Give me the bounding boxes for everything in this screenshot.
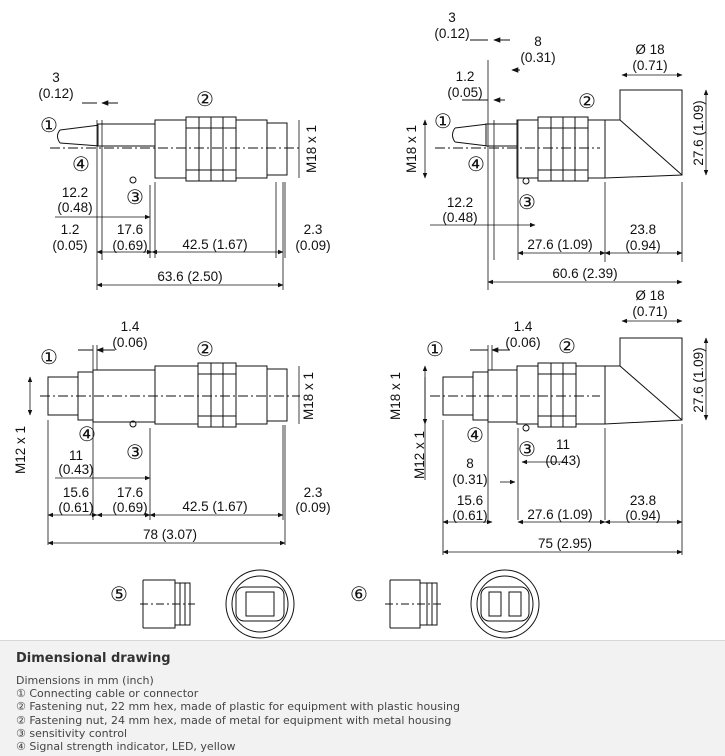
tl-dim-1-2: 1.2 — [60, 222, 80, 237]
tr-dim-8: 8 — [534, 34, 542, 49]
detail-6 — [385, 570, 539, 638]
callout-5: ⑤ — [110, 584, 128, 606]
bl-dim-15-6-in: (0.61) — [58, 500, 94, 515]
callout-2-br: ② — [558, 336, 576, 358]
caption-line: ④ Signal strength indicator, LED, yellow — [16, 740, 236, 754]
tr-dim-3: 3 — [448, 10, 456, 25]
br-dim-11-in: (0.43) — [545, 453, 581, 468]
bl-dim-15-6: 15.6 — [62, 485, 90, 500]
br-dim-1-4: 1.4 — [513, 319, 533, 334]
tr-dim-1-2: 1.2 — [455, 69, 475, 84]
br-dim-8: 8 — [466, 456, 474, 471]
br-dim-23-8: 23.8 — [629, 493, 657, 508]
tl-dim-2-3-in: (0.09) — [295, 238, 331, 253]
tl-dim-1-2-in: (0.05) — [52, 238, 88, 253]
callout-2-tr: ② — [578, 91, 596, 113]
tr-dim-8-in: (0.31) — [520, 50, 556, 65]
sensor-body-bottom-right — [430, 338, 682, 431]
bl-dim-78: 78 (3.07) — [142, 527, 198, 542]
callout-6: ⑥ — [350, 584, 368, 606]
br-dim-d18-in: (0.71) — [632, 304, 668, 319]
tr-dim-12-2: 12.2 — [446, 195, 474, 210]
callout-4-bl: ④ — [78, 424, 96, 446]
br-dim-8-in: (0.31) — [452, 472, 488, 487]
bl-dim-42-5: 42.5 (1.67) — [182, 499, 248, 514]
br-dim-27-6: 27.6 (1.09) — [527, 507, 593, 522]
callout-1-tr: ① — [434, 111, 452, 133]
caption-title: Dimensional drawing — [16, 651, 171, 666]
br-dim-75: 75 (2.95) — [537, 536, 593, 551]
callout-1-tl: ① — [40, 115, 58, 137]
caption-line: ① Connecting cable or connector — [16, 687, 199, 701]
tr-dim-23-8-in: (0.94) — [625, 238, 661, 253]
caption-line: ② Fastening nut, 24 mm hex, made of metal for equipment with metal housing — [16, 713, 452, 727]
view-bottom-left — [30, 345, 300, 545]
bl-dim-1-4: 1.4 — [120, 319, 140, 334]
bl-dim-2-3-in: (0.09) — [295, 500, 331, 515]
callout-2-bl: ② — [196, 339, 214, 361]
tl-dim-42-5: 42.5 (1.67) — [182, 237, 248, 252]
bl-dim-17-6: 17.6 — [116, 485, 144, 500]
callout-1-br: ① — [426, 339, 444, 361]
tr-thread: M18 x 1 — [404, 124, 419, 174]
callout-4-tr: ④ — [467, 154, 485, 176]
tr-dim-d18-in: (0.71) — [632, 58, 668, 73]
callout-3-tl: ③ — [126, 187, 144, 209]
callout-3-bl: ③ — [126, 442, 144, 464]
tl-dim-12-2: 12.2 — [61, 185, 89, 200]
caption-lines — [16, 674, 460, 753]
tl-dim-17-6-in: (0.69) — [112, 238, 148, 253]
tr-dim-1-2-in: (0.05) — [447, 85, 483, 100]
callout-3-tr: ③ — [518, 192, 536, 214]
callout-2-tl: ② — [196, 89, 214, 111]
tl-dim-12-2-in: (0.48) — [57, 200, 93, 215]
caption-panel — [0, 640, 725, 756]
br-dim-15-6-in: (0.61) — [452, 508, 488, 523]
tr-dim-3-in: (0.12) — [434, 26, 470, 41]
tr-dim-27-6: 27.6 (1.09) — [527, 237, 593, 252]
br-dim-15-6: 15.6 — [456, 493, 484, 508]
callout-4-tl: ④ — [72, 154, 90, 176]
br-thread: M18 x 1 — [388, 371, 403, 421]
callout-4-br: ④ — [466, 425, 484, 447]
tr-dim-12-2-in: (0.48) — [442, 210, 478, 225]
bl-dim-2-3: 2.3 — [303, 485, 323, 500]
br-thread-2: M12 x 1 — [412, 430, 427, 480]
bl-thread-2: M12 x 1 — [13, 425, 28, 475]
caption-line: ② Fastening nut, 22 mm hex, made of plastic for equipment with plastic housing — [16, 700, 460, 714]
caption-line: Dimensions in mm (inch) — [16, 674, 154, 687]
br-dim-1-4-in: (0.06) — [505, 335, 541, 350]
bl-thread: M18 x 1 — [301, 371, 316, 421]
tl-dim-2-3: 2.3 — [303, 222, 323, 237]
tr-dim-23-8: 23.8 — [629, 222, 657, 237]
tl-dim-63-6: 63.6 (2.50) — [157, 269, 223, 284]
br-dim-23-8-in: (0.94) — [625, 508, 661, 523]
br-height: 27.6 (1.09) — [691, 347, 706, 413]
tl-dim-17-6: 17.6 — [116, 222, 144, 237]
br-dim-11: 11 — [555, 437, 571, 452]
callout-3-br: ③ — [518, 439, 536, 461]
caption-line: ③ sensitivity control — [16, 726, 127, 740]
sensor-body-bottom-left — [40, 363, 300, 427]
tr-height: 27.6 (1.09) — [691, 100, 706, 166]
bl-dim-11-in: (0.43) — [58, 462, 94, 477]
bl-dim-11: 11 — [68, 448, 84, 463]
detail-5 — [140, 570, 294, 638]
tl-dim-3: 3 — [52, 70, 60, 85]
tr-dim-60-6: 60.6 (2.39) — [552, 266, 618, 281]
tl-dim-3-in: (0.12) — [38, 86, 74, 101]
tl-thread: M18 x 1 — [304, 124, 319, 174]
tr-dim-d18: Ø 18 — [635, 42, 665, 57]
br-dim-d18: Ø 18 — [635, 288, 665, 303]
bl-dim-1-4-in: (0.06) — [112, 335, 148, 350]
callout-1-bl: ① — [40, 347, 58, 369]
bl-dim-17-6-in: (0.69) — [112, 500, 148, 515]
